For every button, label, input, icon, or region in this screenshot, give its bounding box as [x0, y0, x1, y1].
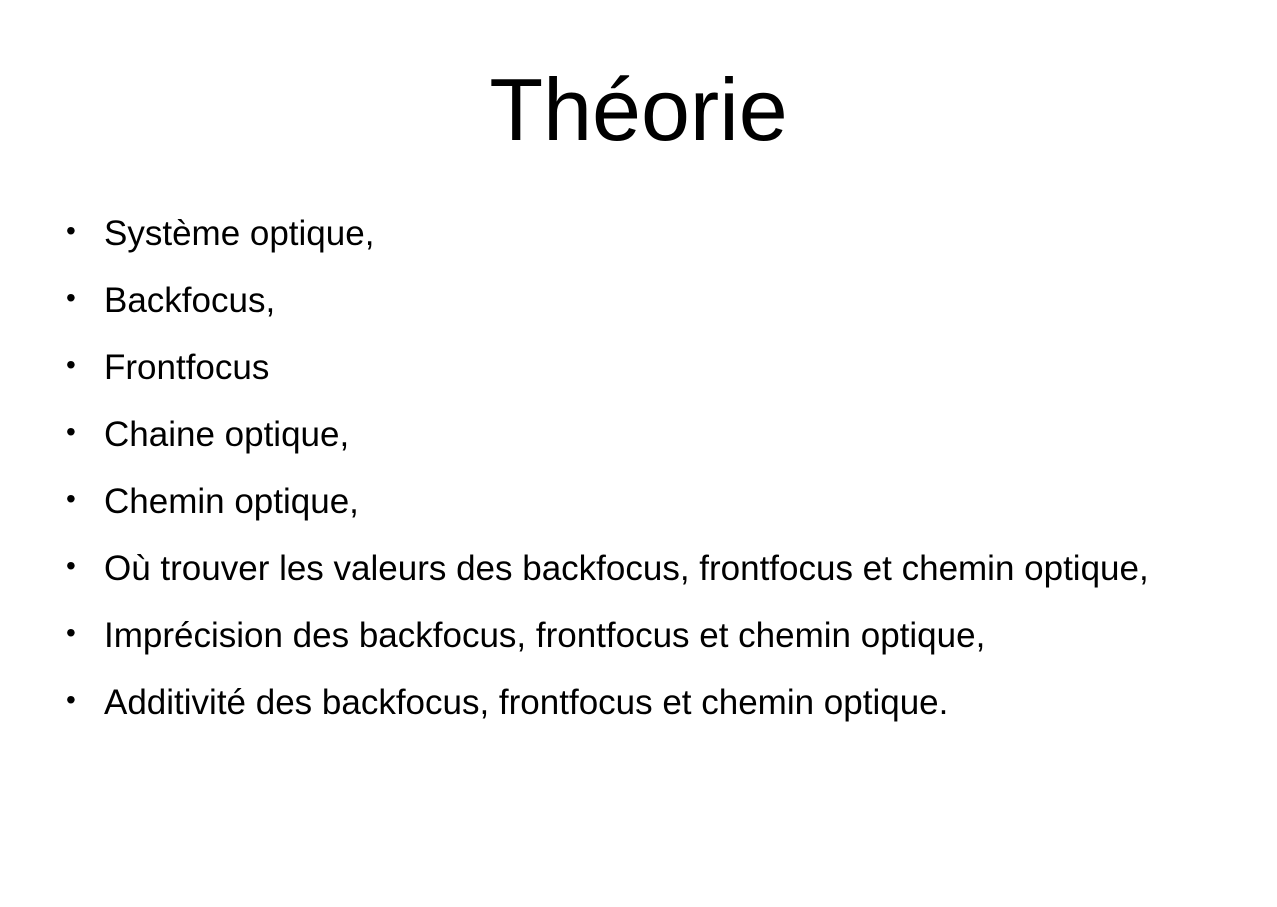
bullet-icon: • [66, 348, 76, 380]
list-item-text: Chemin optique, [104, 481, 359, 521]
list-item [66, 468, 1266, 535]
slide-title: Théorie [489, 60, 788, 159]
bullet-icon: • [66, 549, 76, 581]
list-item-text: Système optique, [104, 213, 375, 253]
list-item-text: Additivité des backfocus, frontfocus et chemin optique. [104, 682, 949, 722]
bullet-icon: • [66, 482, 76, 514]
list-item-text: Frontfocus [104, 347, 270, 387]
list-item [66, 401, 1266, 468]
list-item-text: Backfocus, [104, 280, 276, 320]
list-item [66, 535, 1266, 602]
bullet-icon: • [66, 616, 76, 648]
list-item-text: Où trouver les valeurs des backfocus, frontfocus et chemin optique, [104, 548, 1149, 588]
bullet-icon: • [66, 214, 76, 246]
list-item-text: Chaine optique, [104, 414, 350, 454]
bullet-icon: • [66, 683, 76, 715]
list-item [66, 267, 1266, 334]
list-item [66, 334, 1266, 401]
list-item [66, 602, 1266, 669]
list-item-text: Imprécision des backfocus, frontfocus et chemin optique, [104, 615, 986, 655]
list-item [66, 200, 1266, 267]
list-item [66, 669, 1266, 736]
bullet-list [66, 200, 1266, 736]
bullet-icon: • [66, 415, 76, 447]
bullet-icon: • [66, 281, 76, 313]
